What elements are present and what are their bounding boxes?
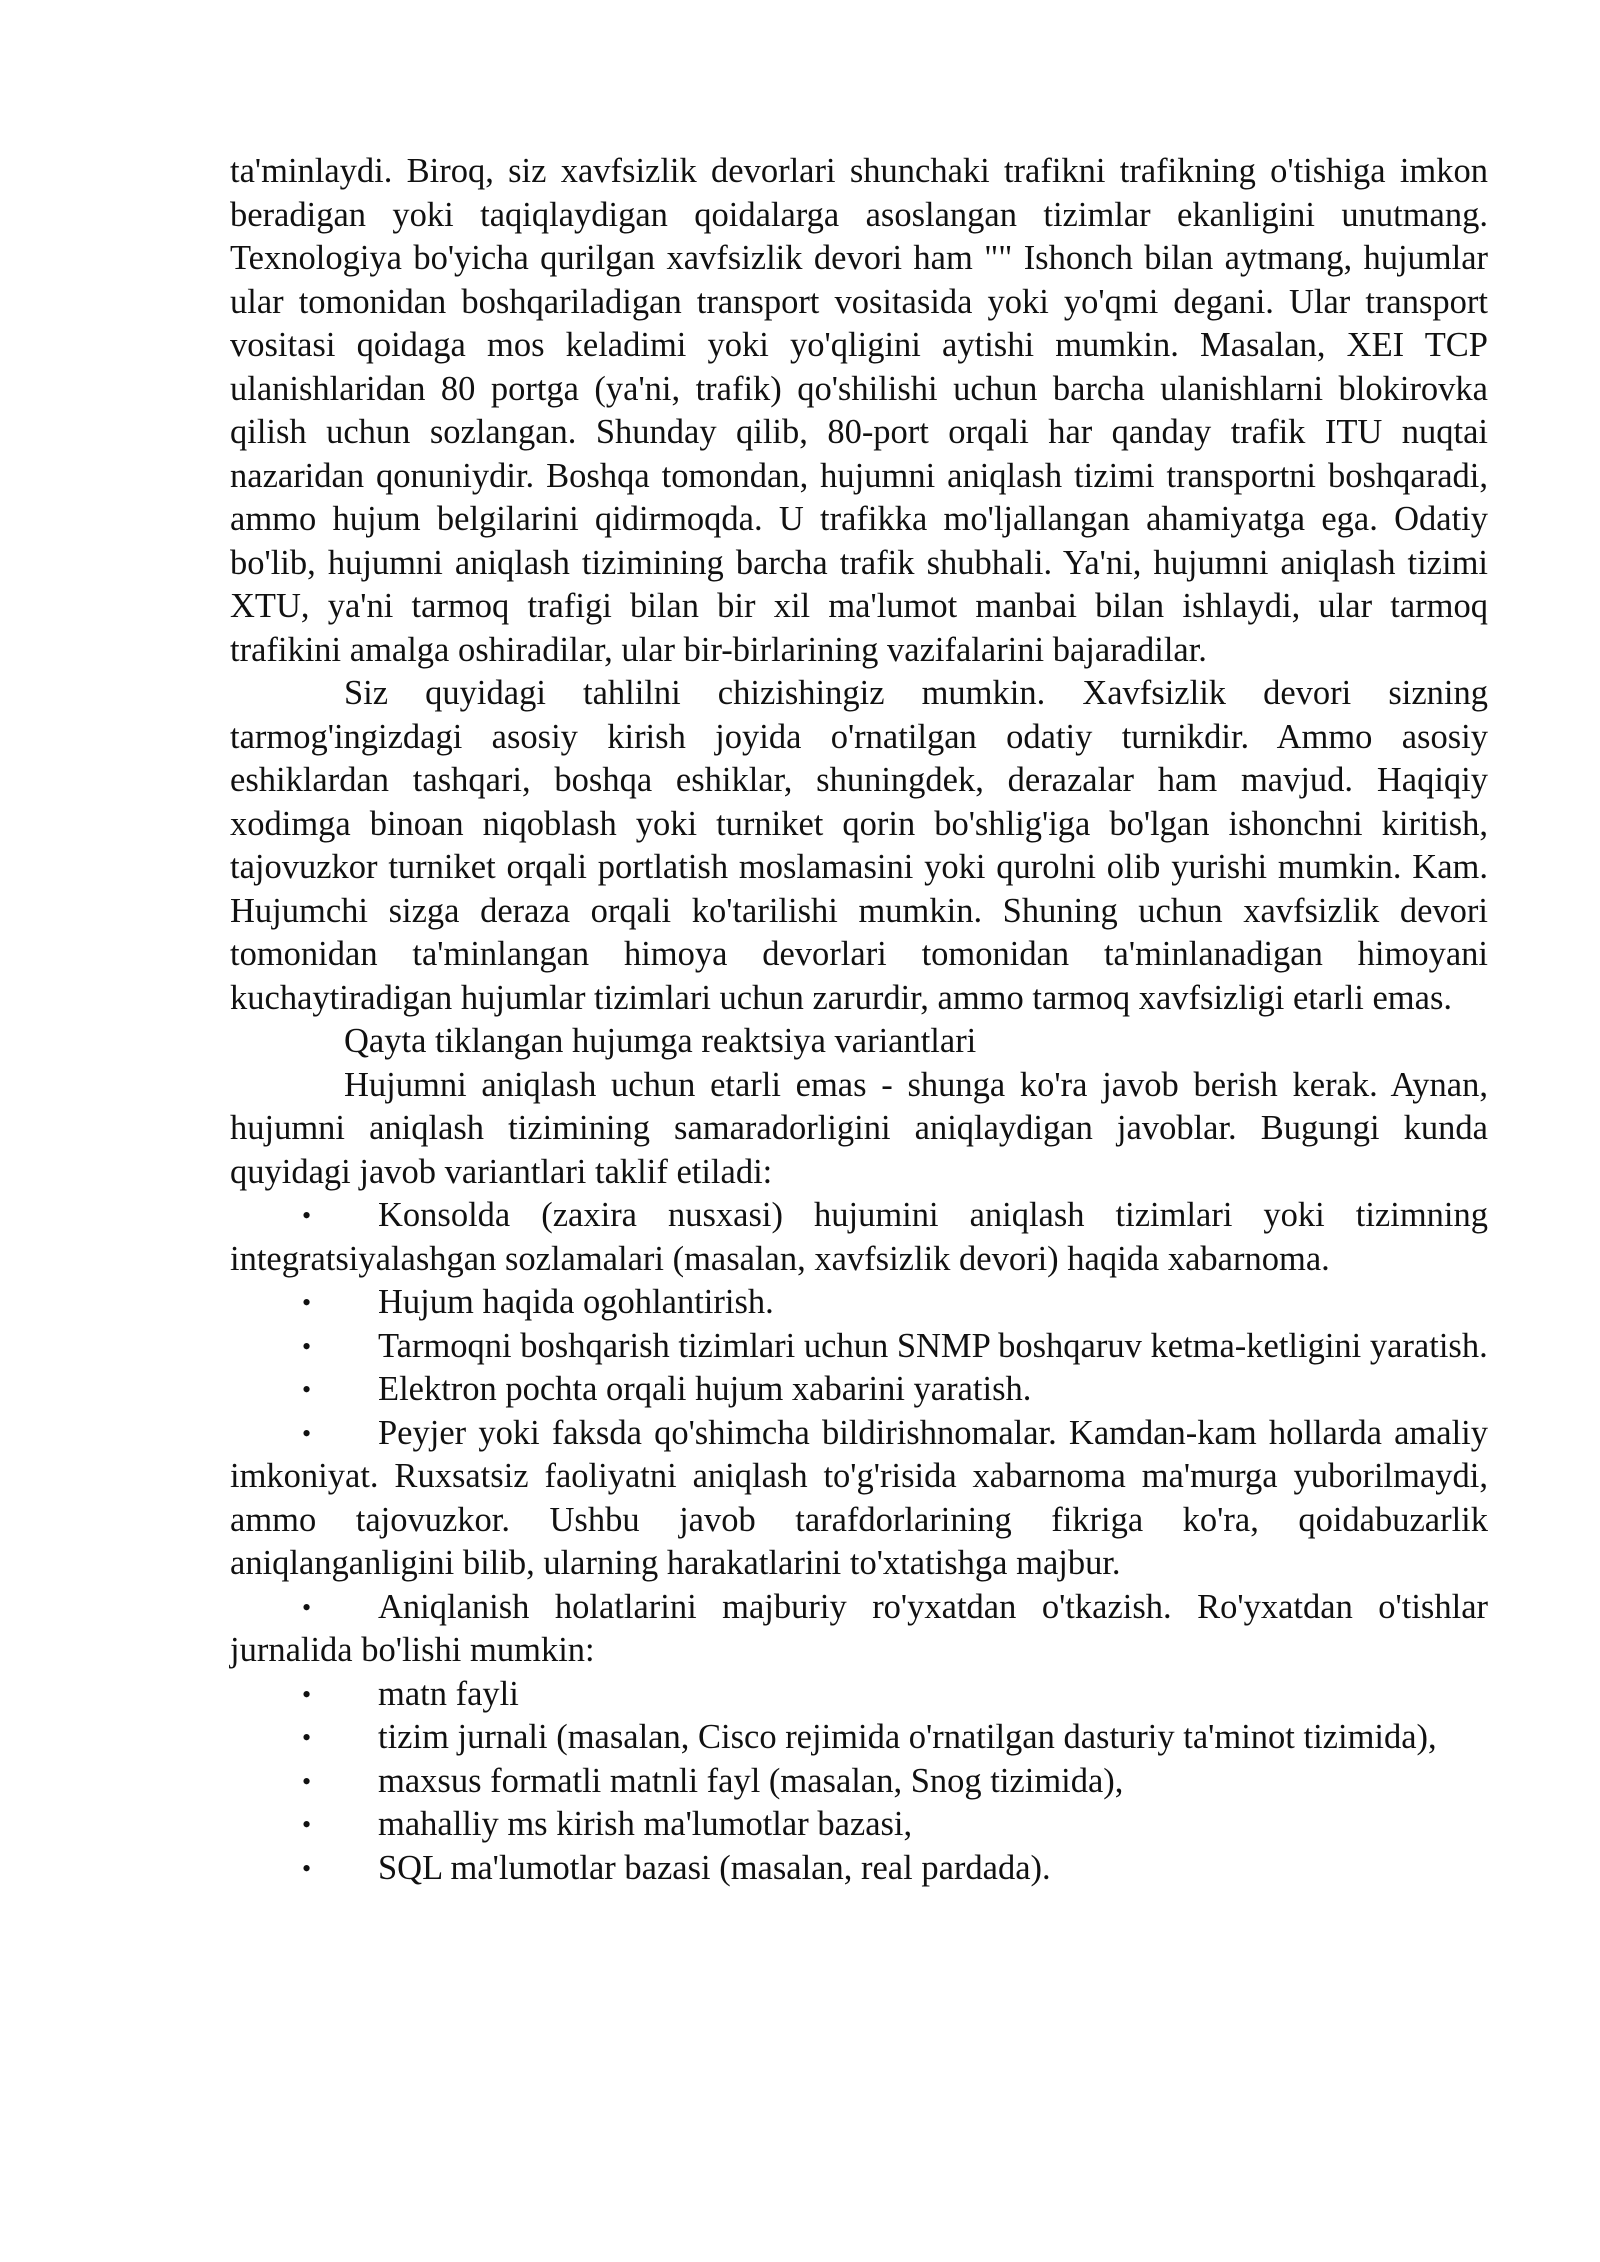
bullet-icon: • xyxy=(302,1853,312,1883)
list-item-text: maxsus formatli matnli fayl (masalan, Snog tizimida), xyxy=(378,1761,1124,1800)
bullet-icon: • xyxy=(302,1418,312,1448)
list-item-text: Hujum haqida ogohlantirish. xyxy=(378,1283,774,1321)
list-item-text: Elektron pochta orqali hujum xabarini yaratish. xyxy=(378,1370,1032,1408)
list-item xyxy=(230,1586,1488,1673)
bullet-icon: • xyxy=(302,1288,312,1317)
list-item-text: Konsolda (zaxira nusxasi) hujumini aniqlash tizimlari yoki tizimning integratsiyalashgan sozlamalari (masalan, xavfsizlik devori) haqida xabarnoma. xyxy=(230,1196,1488,1278)
list-item-text: tizim jurnali (masalan, Cisco rejimida o'rnatilgan dasturiy ta'minot tizimida), xyxy=(378,1718,1437,1756)
bullet-icon: • xyxy=(302,1201,312,1230)
list-item xyxy=(230,1412,1488,1586)
list-item xyxy=(230,1716,1488,1760)
list-item xyxy=(230,1673,1488,1717)
bullet-icon: • xyxy=(302,1723,312,1752)
paragraph-intro: Hujumni aniqlash uchun etarli emas - shunga ko'ra javob berish kerak. Aynan, hujumni aniqlash tizimining samaradorligini aniqlaydigan javoblar. Bugungi kunda quyidagi javob variantlari taklif etiladi: xyxy=(230,1065,1488,1191)
bullet-icon: • xyxy=(302,1810,312,1839)
document-page xyxy=(230,150,1488,1890)
list-item-text: Tarmoqni boshqarish tizimlari uchun SNMP boshqaruv ketma-ketligini yaratish. xyxy=(378,1326,1488,1365)
list-item-text: Peyjer yoki faksda qo'shimcha bildirishnomalar. Kamdan-kam hollarda amaliy imkoniyat. Ruxsatsiz faoliyatni aniqlash to'g'risida xabarnoma ma'murga yuborilmaydi, ammo tajovuzkor. Ushbu javob tarafdorlarining fikriga ko'ra, qoidabuzarlik aniqlanganligini bilib, ularning harakatlarini to'xtatishga majbur. xyxy=(230,1413,1488,1582)
bullet-icon: • xyxy=(302,1331,312,1361)
list-item xyxy=(230,1368,1488,1412)
paragraph-firewall-analogy: Siz quyidagi tahlilni chizishingiz mumkin. Xavfsizlik devori sizning tarmog'ingizdagi asosiy kirish joyida o'rnatilgan odatiy turnikdir. Ammo asosiy eshiklardan tashqari, boshqa eshiklar, shuningdek, derazalar ham mavjud. Haqiqiy xodimga binoan niqoblash yoki turniket qorin bo'shlig'iga bo'lgan ishonchni kiritish, tajovuzkor turniket orqali portlatish moslamasini yoki qurolni olib yurishi mumkin. Kam. Hujumchi sizga deraza orqali ko'tarilishi mumkin. Shuning uchun xavfsizlik devori tomonidan ta'minlangan himoya devorlari tomonidan ta'minlanadigan himoyani kuchaytiradigan hujumlar tizimlari uchun zarurdir, ammo tarmoq xavfsizligi etarli emas. xyxy=(230,674,1488,1017)
response-options-list xyxy=(230,1194,1488,1890)
list-item-text: SQL ma'lumotlar bazasi (masalan, real pardada). xyxy=(378,1848,1051,1887)
list-item-text: Aniqlanish holatlarini majburiy ro'yxatdan o'tkazish. Ro'yxatdan o'tishlar jurnalida bo'lishi mumkin: xyxy=(230,1587,1488,1669)
list-item-text: mahalliy ms kirish ma'lumotlar bazasi, xyxy=(378,1805,913,1843)
list-item xyxy=(230,1194,1488,1281)
section-heading: Qayta tiklangan hujumga reaktsiya variantlari xyxy=(344,1022,977,1060)
list-item xyxy=(230,1847,1488,1891)
list-item-text: matn fayli xyxy=(378,1674,519,1713)
list-item xyxy=(230,1803,1488,1847)
list-item xyxy=(230,1760,1488,1804)
bullet-icon: • xyxy=(302,1766,312,1796)
bullet-icon: • xyxy=(302,1679,312,1709)
list-item xyxy=(230,1325,1488,1369)
bullet-icon: • xyxy=(302,1375,312,1404)
paragraph-continuation: ta'minlaydi. Biroq, siz xavfsizlik devorlari shunchaki trafikni trafikning o'tishiga imkon beradigan yoki taqiqlaydigan qoidalarga asoslangan tizimlar ekanligini unutmang. Texnologiya bo'yicha qurilgan xavfsizlik devori ham "" Ishonch bilan aytmang, hujumlar ular tomonidan boshqariladigan transport vositasida yoki yo'qmi degani. Ular transport vositasi qoidaga mos keladimi yoki yo'qligini aytishi mumkin. Masalan, XEI TCP ulanishlaridan 80 portga (ya'ni, trafik) qo'shilishi uchun barcha ulanishlarni blokirovka qilish uchun sozlangan. Shunday qilib, 80-port orqali har qanday trafik ITU nuqtai nazaridan qonuniydir. Boshqa tomondan, hujumni aniqlash tizimi transportni boshqaradi, ammo hujum belgilarini qidirmoqda. U trafikka mo'ljallangan ahamiyatga ega. Odatiy bo'lib, hujumni aniqlash tizimining barcha trafik shubhali. Ya'ni, hujumni aniqlash tizimi XTU, ya'ni tarmoq trafigi bilan bir xil ma'lumot manbai bilan ishlaydi, ular tarmoq trafikini amalga oshiradilar, ular bir-birlarining vazifalarini bajaradilar. xyxy=(230,152,1488,669)
list-item xyxy=(230,1281,1488,1325)
bullet-icon: • xyxy=(302,1592,312,1622)
